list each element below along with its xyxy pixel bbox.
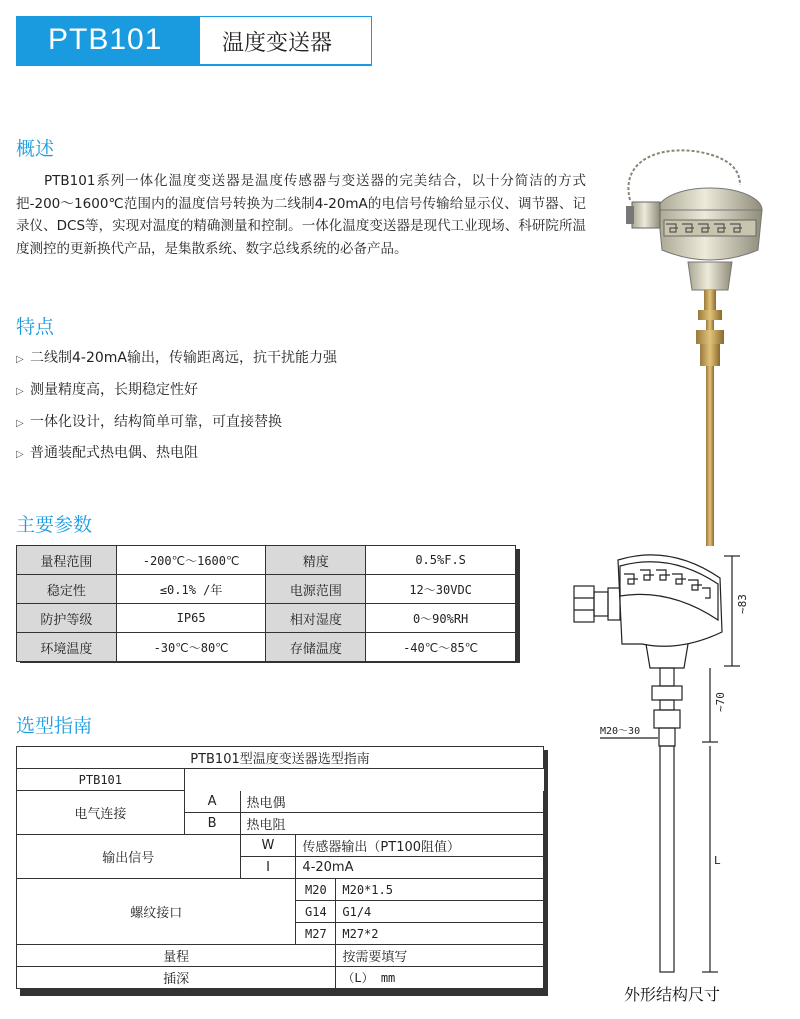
table-row: 电气连接 A 热电偶 xyxy=(17,791,544,813)
table-row: B 热电阻 xyxy=(17,813,544,835)
triangle-bullet-icon: ▷ xyxy=(16,418,24,429)
drawing-caption: 外形结构尺寸 xyxy=(624,985,721,1004)
product-model-badge: PTB101 xyxy=(16,16,200,64)
table-row: I 4-20mA xyxy=(17,857,544,879)
table-row: 量程范围 -200℃～1600℃ 精度 0.5%F.S xyxy=(17,546,516,575)
features-heading: 特点 xyxy=(16,316,55,338)
selection-heading: 选型指南 xyxy=(16,715,93,737)
selection-table xyxy=(16,746,544,989)
table-row: 稳定性 ≤0.1% /年 电源范围 12～30VDC xyxy=(17,575,516,604)
dim-label-length: L xyxy=(714,854,721,867)
table-row: 环境温度 -30℃～80℃ 存储温度 -40℃～85℃ xyxy=(17,633,516,662)
table-row: PTB101 xyxy=(17,769,544,791)
table-row: G14 G1/4 xyxy=(17,901,544,923)
params-table xyxy=(16,545,516,662)
dim-label-83: ~83 xyxy=(736,594,749,614)
feature-item: ▷ 普通装配式热电偶、热电阻 xyxy=(16,443,198,463)
triangle-bullet-icon: ▷ xyxy=(16,354,24,365)
overview-text: PTB101系列一体化温度变送器是温度传感器与变送器的完美结合，以十分简洁的方式把-200～1600℃范围内的温度信号转换为二线制4-20mA的电信号传输给显示仪、调节器、记录仪、DCS等，实现对温度的精确测量和控制。一体化温度变送器是现代工业现场、科研院所温度测控的更新换代产品，是集散系统、数字总线系统的必备产品。 xyxy=(16,173,586,257)
table-row: 防护等级 IP65 相对湿度 0～90%RH xyxy=(17,604,516,633)
table-row: PTB101型温度变送器选型指南 xyxy=(17,747,544,769)
overview-heading: 概述 xyxy=(16,138,55,160)
dim-label-70: ~70 xyxy=(714,692,727,712)
product-title: 温度变送器 xyxy=(222,31,333,56)
product-photo xyxy=(600,140,770,550)
triangle-bullet-icon: ▷ xyxy=(16,449,24,460)
header-underline xyxy=(16,64,372,66)
feature-item: ▷ 测量精度高，长期稳定性好 xyxy=(16,380,198,400)
table-row: 插深 （L） mm xyxy=(17,967,544,989)
params-heading: 主要参数 xyxy=(16,514,93,536)
table-row: M27 M27*2 xyxy=(17,923,544,945)
table-row: 螺纹接口 M20 M20*1.5 xyxy=(17,879,544,901)
feature-item: ▷ 二线制4-20mA输出，传输距离远，抗干扰能力强 xyxy=(16,348,337,368)
table-row: 量程 按需要填写 xyxy=(17,945,544,967)
table-row: 输出信号 W 传感器输出（PT100阻值） xyxy=(17,835,544,857)
feature-item: ▷ 一体化设计，结构简单可靠，可直接替换 xyxy=(16,412,282,432)
triangle-bullet-icon: ▷ xyxy=(16,386,24,397)
dim-label-thread: M20～30 xyxy=(600,726,641,737)
dimension-drawing xyxy=(560,548,800,980)
